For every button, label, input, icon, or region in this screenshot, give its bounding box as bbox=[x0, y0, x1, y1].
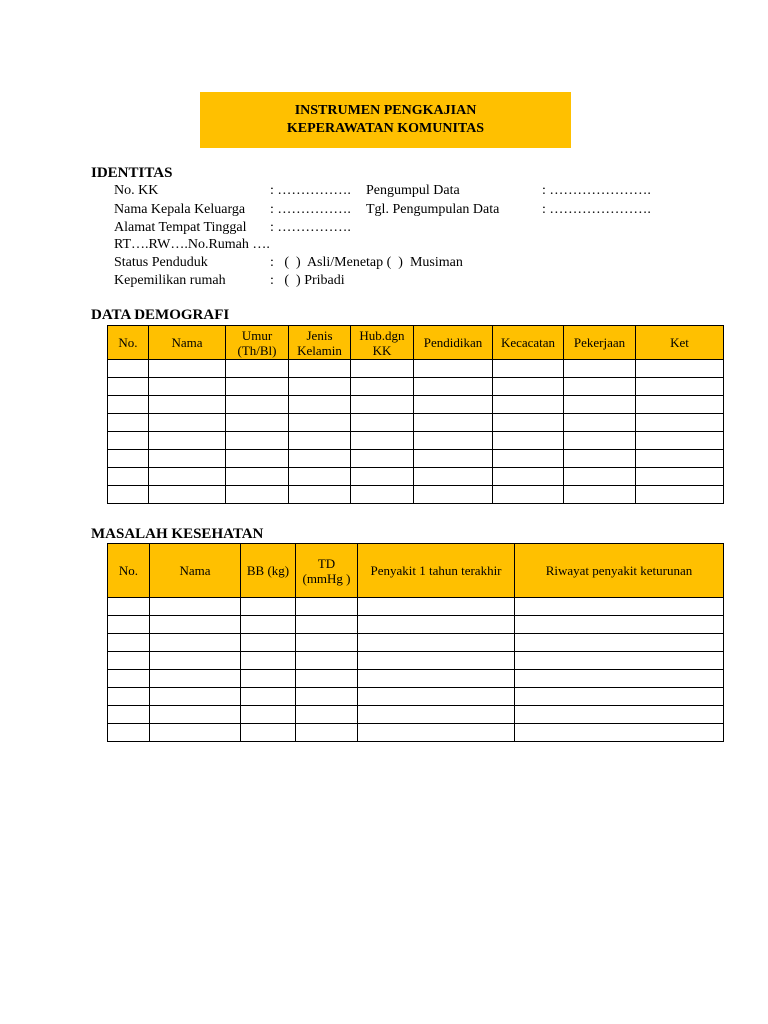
status-label: Status Penduduk bbox=[114, 255, 208, 270]
table-cell[interactable] bbox=[108, 450, 149, 468]
table-cell[interactable] bbox=[149, 378, 226, 396]
table-cell[interactable] bbox=[289, 450, 351, 468]
table-cell[interactable] bbox=[241, 688, 296, 706]
table-cell[interactable] bbox=[149, 432, 226, 450]
masalah-heading: MASALAH KESEHATAN bbox=[91, 526, 264, 542]
kepemilikan-value: : ( ) Pribadi bbox=[270, 273, 345, 288]
table-cell[interactable] bbox=[493, 450, 564, 468]
table-cell[interactable] bbox=[351, 396, 414, 414]
table-row bbox=[108, 468, 724, 486]
table-cell[interactable] bbox=[515, 652, 724, 670]
table-row bbox=[108, 598, 724, 616]
table-cell[interactable] bbox=[358, 598, 515, 616]
table-row bbox=[108, 414, 724, 432]
alamat-value: : ……………. bbox=[270, 220, 351, 235]
table-row bbox=[108, 634, 724, 652]
col-jenis-kelamin: Jenis Kelamin bbox=[289, 326, 351, 360]
table-cell[interactable] bbox=[241, 634, 296, 652]
table-cell[interactable] bbox=[108, 486, 149, 504]
table-cell[interactable] bbox=[149, 414, 226, 432]
tgl-value: : …………………. bbox=[542, 202, 651, 217]
table-cell[interactable] bbox=[358, 634, 515, 652]
table-cell[interactable] bbox=[515, 706, 724, 724]
table-cell[interactable] bbox=[226, 396, 289, 414]
table-cell[interactable] bbox=[296, 598, 358, 616]
table-cell[interactable] bbox=[296, 634, 358, 652]
table-row bbox=[108, 360, 724, 378]
table-cell[interactable] bbox=[564, 396, 636, 414]
table-cell[interactable] bbox=[493, 378, 564, 396]
col-kecacatan: Kecacatan bbox=[493, 326, 564, 360]
table-cell[interactable] bbox=[108, 670, 150, 688]
nama-kepala-value: : ……………. bbox=[270, 202, 351, 217]
table-row bbox=[108, 616, 724, 634]
table-cell[interactable] bbox=[289, 468, 351, 486]
alamat-label: Alamat Tempat Tinggal bbox=[114, 220, 247, 235]
table-cell[interactable] bbox=[226, 486, 289, 504]
table-cell[interactable] bbox=[351, 432, 414, 450]
table-cell[interactable] bbox=[108, 724, 150, 742]
table-cell[interactable] bbox=[515, 688, 724, 706]
table-cell[interactable] bbox=[358, 670, 515, 688]
no-kk-label: No. KK bbox=[114, 183, 159, 198]
table-cell[interactable] bbox=[358, 724, 515, 742]
table-cell[interactable] bbox=[414, 360, 493, 378]
table-cell[interactable] bbox=[150, 634, 241, 652]
table-cell[interactable] bbox=[108, 360, 149, 378]
table-cell[interactable] bbox=[493, 432, 564, 450]
table-cell[interactable] bbox=[636, 468, 724, 486]
table-row bbox=[108, 378, 724, 396]
table-cell[interactable] bbox=[564, 486, 636, 504]
table-cell[interactable] bbox=[636, 432, 724, 450]
nama-kepala-label: Nama Kepala Keluarga bbox=[114, 202, 246, 217]
table-cell[interactable] bbox=[149, 468, 226, 486]
table-cell[interactable] bbox=[636, 414, 724, 432]
table-cell[interactable] bbox=[351, 414, 414, 432]
table-cell[interactable] bbox=[414, 396, 493, 414]
col-no: No. bbox=[108, 326, 149, 360]
table-cell[interactable] bbox=[296, 706, 358, 724]
table-cell[interactable] bbox=[108, 706, 150, 724]
col-penyakit: Penyakit 1 tahun terakhir bbox=[358, 544, 515, 598]
table-cell[interactable] bbox=[289, 360, 351, 378]
table-row bbox=[108, 652, 724, 670]
masalah-header-row bbox=[108, 544, 724, 598]
table-cell[interactable] bbox=[289, 432, 351, 450]
demografi-header-row bbox=[108, 326, 724, 360]
table-cell[interactable] bbox=[149, 360, 226, 378]
table-cell[interactable] bbox=[564, 432, 636, 450]
table-cell[interactable] bbox=[296, 724, 358, 742]
table-row bbox=[108, 706, 724, 724]
table-cell[interactable] bbox=[296, 688, 358, 706]
table-cell[interactable] bbox=[149, 450, 226, 468]
table-cell[interactable] bbox=[289, 486, 351, 504]
tgl-label: Tgl. Pengumpulan Data bbox=[366, 202, 500, 217]
col-nama: Nama bbox=[150, 544, 241, 598]
table-cell[interactable] bbox=[150, 670, 241, 688]
table-cell[interactable] bbox=[108, 414, 149, 432]
col-pendidikan: Pendidikan bbox=[414, 326, 493, 360]
table-cell[interactable] bbox=[108, 616, 150, 634]
table-cell[interactable] bbox=[296, 652, 358, 670]
table-row bbox=[108, 486, 724, 504]
table-cell[interactable] bbox=[515, 634, 724, 652]
table-cell[interactable] bbox=[351, 450, 414, 468]
table-cell[interactable] bbox=[108, 396, 149, 414]
table-cell[interactable] bbox=[493, 360, 564, 378]
table-cell[interactable] bbox=[150, 598, 241, 616]
col-no: No. bbox=[108, 544, 150, 598]
table-cell[interactable] bbox=[564, 378, 636, 396]
demografi-table bbox=[107, 325, 724, 504]
table-cell[interactable] bbox=[493, 396, 564, 414]
table-cell[interactable] bbox=[414, 450, 493, 468]
no-kk-value: : ……………. bbox=[270, 183, 351, 198]
table-cell[interactable] bbox=[351, 378, 414, 396]
table-cell[interactable] bbox=[241, 706, 296, 724]
kepemilikan-label: Kepemilikan rumah bbox=[114, 273, 226, 288]
table-cell[interactable] bbox=[564, 360, 636, 378]
table-cell[interactable] bbox=[414, 432, 493, 450]
col-bb: BB (kg) bbox=[241, 544, 296, 598]
table-cell[interactable] bbox=[351, 468, 414, 486]
table-cell[interactable] bbox=[226, 450, 289, 468]
table-cell[interactable] bbox=[289, 396, 351, 414]
table-cell[interactable] bbox=[150, 616, 241, 634]
table-row bbox=[108, 688, 724, 706]
table-cell[interactable] bbox=[150, 688, 241, 706]
title-line-2: KEPERAWATAN KOMUNITAS bbox=[286, 121, 485, 136]
table-cell[interactable] bbox=[108, 432, 149, 450]
table-row bbox=[108, 724, 724, 742]
table-cell[interactable] bbox=[289, 378, 351, 396]
table-cell[interactable] bbox=[636, 360, 724, 378]
table-cell[interactable] bbox=[296, 616, 358, 634]
table-row bbox=[108, 432, 724, 450]
table-cell[interactable] bbox=[241, 724, 296, 742]
identitas-heading: IDENTITAS bbox=[91, 165, 173, 181]
table-cell[interactable] bbox=[636, 450, 724, 468]
table-cell[interactable] bbox=[493, 414, 564, 432]
table-cell[interactable] bbox=[150, 706, 241, 724]
table-cell[interactable] bbox=[564, 414, 636, 432]
document-title bbox=[200, 92, 571, 148]
pengumpul-label: Pengumpul Data bbox=[366, 183, 460, 198]
col-pekerjaan: Pekerjaan bbox=[564, 326, 636, 360]
table-cell[interactable] bbox=[241, 652, 296, 670]
table-cell[interactable] bbox=[226, 432, 289, 450]
table-cell[interactable] bbox=[108, 468, 149, 486]
col-nama: Nama bbox=[149, 326, 226, 360]
table-cell[interactable] bbox=[108, 598, 150, 616]
table-row bbox=[108, 396, 724, 414]
table-cell[interactable] bbox=[108, 634, 150, 652]
table-cell[interactable] bbox=[515, 724, 724, 742]
table-cell[interactable] bbox=[108, 652, 150, 670]
table-cell[interactable] bbox=[226, 360, 289, 378]
table-cell[interactable] bbox=[515, 598, 724, 616]
table-cell[interactable] bbox=[351, 360, 414, 378]
col-td: TD (mmHg ) bbox=[296, 544, 358, 598]
rt-rw-line: RT….RW….No.Rumah …. bbox=[114, 237, 270, 252]
col-hub-kk: Hub.dgn KK bbox=[351, 326, 414, 360]
table-cell[interactable] bbox=[564, 468, 636, 486]
col-umur: Umur (Th/Bl) bbox=[226, 326, 289, 360]
table-cell[interactable] bbox=[493, 468, 564, 486]
status-value: : ( ) Asli/Menetap ( ) Musiman bbox=[270, 255, 463, 270]
table-cell[interactable] bbox=[226, 468, 289, 486]
col-ket: Ket bbox=[636, 326, 724, 360]
table-cell[interactable] bbox=[515, 670, 724, 688]
col-riwayat: Riwayat penyakit keturunan bbox=[515, 544, 724, 598]
table-cell[interactable] bbox=[289, 414, 351, 432]
table-cell[interactable] bbox=[358, 616, 515, 634]
table-cell[interactable] bbox=[241, 598, 296, 616]
table-cell[interactable] bbox=[564, 450, 636, 468]
table-cell[interactable] bbox=[150, 652, 241, 670]
table-cell[interactable] bbox=[414, 468, 493, 486]
table-cell[interactable] bbox=[358, 688, 515, 706]
table-cell[interactable] bbox=[414, 378, 493, 396]
table-cell[interactable] bbox=[358, 706, 515, 724]
table-row bbox=[108, 450, 724, 468]
table-cell[interactable] bbox=[414, 486, 493, 504]
table-cell[interactable] bbox=[108, 378, 149, 396]
table-cell[interactable] bbox=[414, 414, 493, 432]
table-cell[interactable] bbox=[636, 486, 724, 504]
demografi-heading: DATA DEMOGRAFI bbox=[91, 307, 230, 323]
table-cell[interactable] bbox=[149, 396, 226, 414]
table-cell[interactable] bbox=[226, 378, 289, 396]
pengumpul-value: : …………………. bbox=[542, 183, 651, 198]
table-cell[interactable] bbox=[241, 616, 296, 634]
table-cell[interactable] bbox=[636, 396, 724, 414]
table-cell[interactable] bbox=[351, 486, 414, 504]
table-cell[interactable] bbox=[226, 414, 289, 432]
table-cell[interactable] bbox=[358, 652, 515, 670]
table-cell[interactable] bbox=[149, 486, 226, 504]
table-cell[interactable] bbox=[515, 616, 724, 634]
table-cell[interactable] bbox=[150, 724, 241, 742]
masalah-table bbox=[107, 543, 724, 742]
table-row bbox=[108, 670, 724, 688]
title-line-1: INSTRUMEN PENGKAJIAN bbox=[294, 103, 477, 118]
table-cell[interactable] bbox=[296, 670, 358, 688]
table-cell[interactable] bbox=[636, 378, 724, 396]
table-cell[interactable] bbox=[241, 670, 296, 688]
table-cell[interactable] bbox=[108, 688, 150, 706]
table-cell[interactable] bbox=[493, 486, 564, 504]
